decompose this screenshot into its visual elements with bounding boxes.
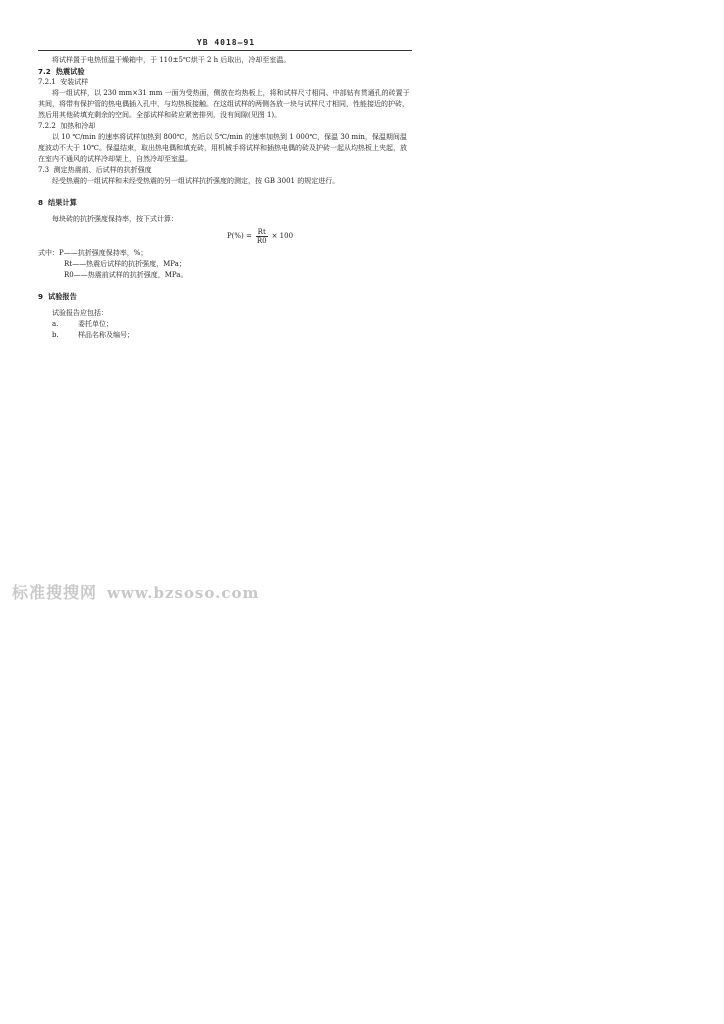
section-title: 结果计算	[48, 198, 77, 207]
formula-rhs: × 100	[271, 232, 294, 240]
formula-fraction	[255, 228, 269, 245]
retention-formula	[108, 228, 412, 245]
intro-paragraph: 将试样置于电热恒温干燥箱中，于 110±5℃烘干 2 h 后取出，冷却至室温。	[52, 56, 291, 64]
list-item	[52, 319, 412, 330]
header-rule	[38, 50, 412, 51]
where-line-rt: Rt——热震后试样的抗折强度，MPa；	[64, 260, 186, 268]
list-item	[52, 330, 412, 341]
where-p-text: 抗折强度保持率，%；	[77, 249, 148, 257]
section-7-3-body: 经受热震的一组试样和未经受热震的另一组试样抗折强度的测定，按 GB 3001 的规定进行。	[52, 177, 340, 185]
section-9-heading	[38, 291, 412, 302]
list-item-label: a.	[52, 320, 59, 328]
spacer	[38, 187, 412, 197]
watermark-url: www.bzsoso.com	[107, 584, 260, 602]
section-number: 8	[38, 198, 44, 207]
section-8-body: 每块砖的抗折强度保持率，按下式计算：	[52, 215, 178, 223]
section-number: 7.2.1	[38, 78, 56, 86]
section-9-body: 试验报告应包括：	[52, 309, 108, 317]
formula-denominator: R0	[256, 237, 267, 245]
section-7-2-heading	[38, 66, 412, 77]
list-item-text: 样品名称及编号；	[78, 331, 134, 339]
section-8-heading	[38, 197, 412, 208]
watermark-site-name: 标准搜搜网	[12, 583, 98, 602]
section-title: 加热和冷却	[60, 122, 96, 130]
section-number: 7.2.2	[38, 122, 56, 130]
where-intro: 式中：P——	[38, 249, 78, 257]
section-number: 7.3	[38, 166, 50, 174]
document-body	[38, 55, 412, 341]
section-title: 试验报告	[48, 292, 77, 301]
formula-numerator: Rt	[257, 228, 266, 236]
section-7-2-1-heading	[38, 77, 412, 88]
section-number: 7.2	[38, 67, 51, 76]
section-title: 测定热震前、后试样的抗折强度	[53, 166, 152, 174]
formula-lhs: P(%) =	[226, 232, 252, 240]
section-7-2-2-heading	[38, 121, 412, 132]
site-watermark	[12, 580, 259, 603]
list-item-label: b.	[52, 331, 59, 339]
spacer	[38, 281, 412, 291]
section-7-3-heading	[38, 165, 412, 176]
section-title: 热震试验	[55, 67, 85, 76]
section-number: 9	[38, 292, 44, 301]
section-title: 安装试样	[60, 78, 89, 86]
where-line-r0: R0——热震前试样的抗折强度，MPa。	[64, 271, 188, 279]
where-line-p	[38, 248, 412, 259]
section-7-2-2-body: 以 10 ℃/min 的速率将试样加热到 800℃，然后以 5℃/min 的速率加热到 1 000℃，保温 30 min，保温期间温度波动不大于 10℃。保温结束，取出热电偶和填充砖，用机械手将试样和插热电偶的砖及护砖一起从均热板上夹起，放在室内不通风的试样冷却架上，自然冷却至室温。	[38, 133, 407, 163]
standard-code: YB 4018—91	[196, 38, 256, 47]
list-item-text: 委托单位；	[78, 320, 113, 328]
section-7-2-1-body: 将一组试样，以 230 mm×31 mm 一面为受热面，侧放在均热板上，将和试样尺寸相同、中部钻有贯通孔的砖置于其间，将带有保护管的热电偶插入孔中，与均热板接触。在这组试样的两侧各放一块与试样尺寸相同，性能接近的护砖，然后用其他砖填充剩余的空间。全部试样和砖应紧密排列，没有间隙(见图 1)。	[38, 89, 410, 119]
